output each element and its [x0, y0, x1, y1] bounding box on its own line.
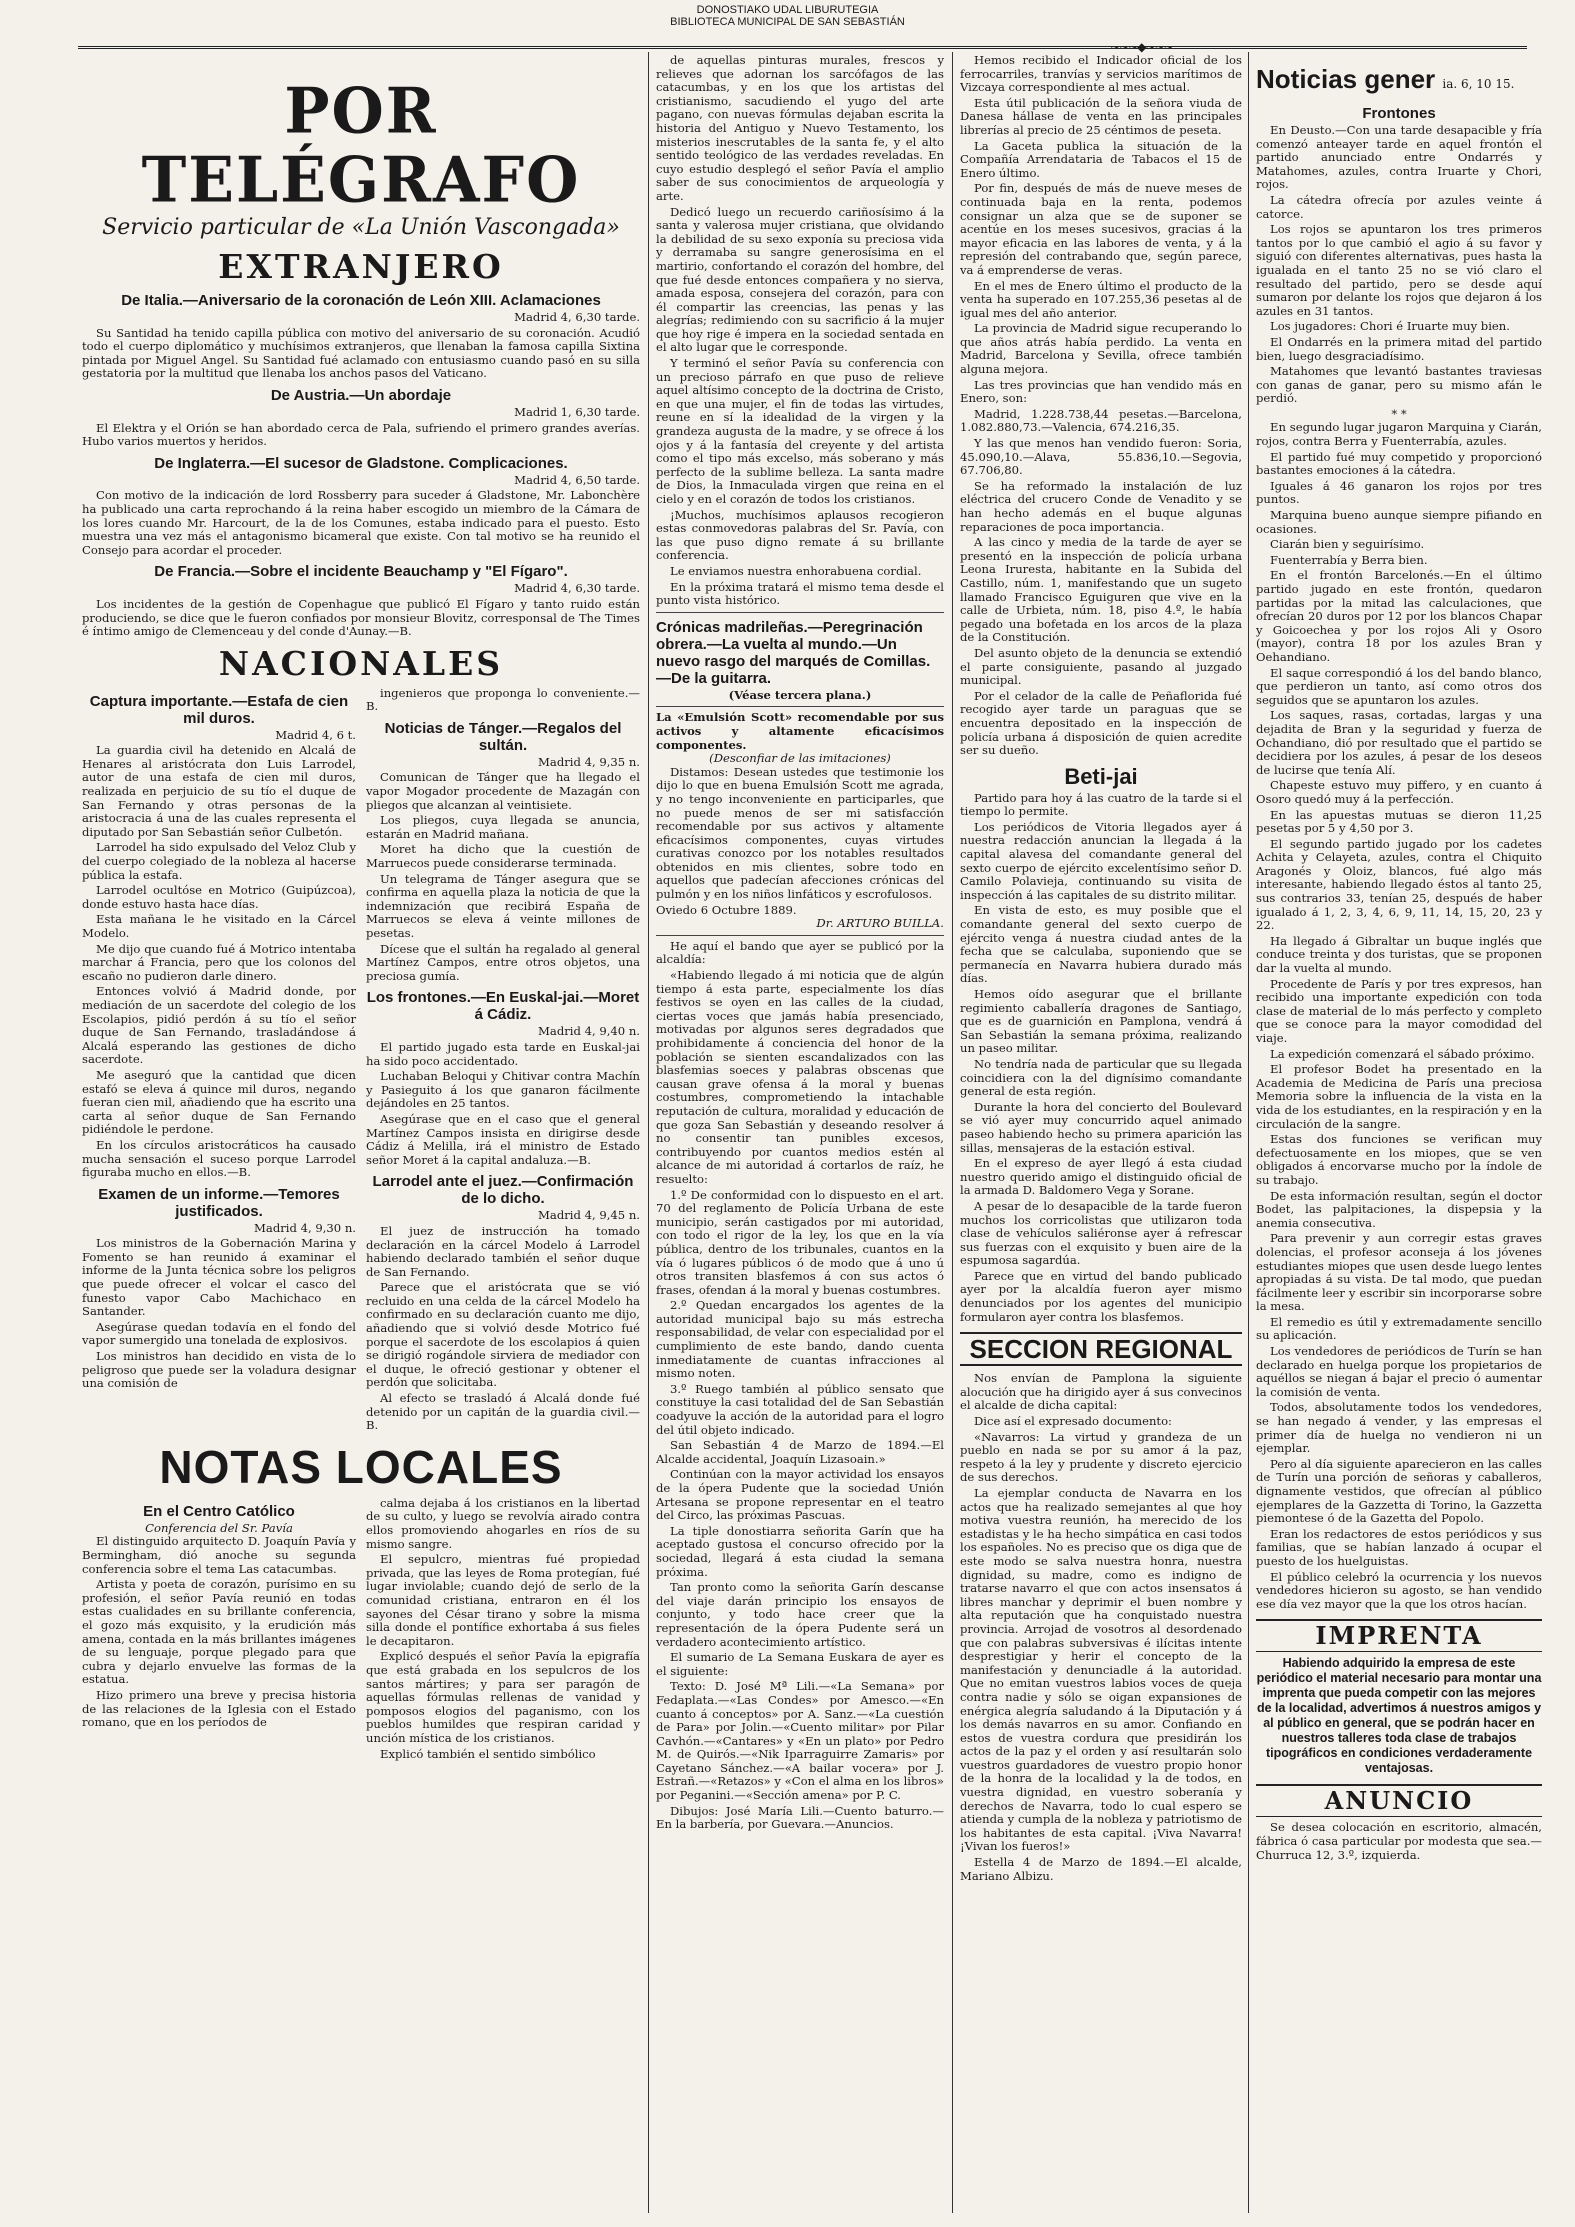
article-paragraph: El partido jugado esta tarde en Euskal-jai ha sido poco accidentado. — [366, 1039, 640, 1068]
headline-frontones: Frontones — [1362, 105, 1436, 122]
article-paragraph: ¡Muchos, muchísimos aplausos recogieron estas conmovedoras palabras del Sr. Pavía, con las que puso digno remate á su brillante conferencia. — [656, 507, 944, 563]
headline-captura: Captura importante.—Estafa de cien mil duros. — [89, 692, 349, 727]
article-paragraph: Chapeste estuvo muy piffero, y en cuanto á Osoro quedó muy á la perfección. — [1256, 778, 1542, 806]
article-paragraph: Me dijo que cuando fué á Motrico intentaba marchar á Francia, pero que los colonos del escaño no pudieron darle dinero. — [82, 941, 356, 983]
article-paragraph: En el mes de Enero último el producto de la venta ha superado en 107.255,36 pesetas al de igual mes del año anterior. — [960, 278, 1242, 320]
article-paragraph: El remedio es útil y extremadamente sencillo su aplicación. — [1256, 1314, 1542, 1343]
headline-beti-jai: Beti-jai — [1064, 763, 1138, 789]
article-paragraph: El distinguido arquitecto D. Joaquín Pavía y Bermingham, dió anoche su segunda conferencia sobre el tema Las catacumbas. — [82, 1534, 356, 1576]
dateline: Madrid 4, 6,30 tarde. — [514, 581, 640, 596]
article-paragraph: Dícese que el sultán ha regalado al general Martínez Campos, entre otros objetos, una preciosa gumía. — [366, 941, 640, 983]
article-paragraph: Y las que menos han vendido fueron: Soria, 45.090,10.—Alava, 55.836,10.—Segovia, 67.706,80. — [960, 436, 1242, 478]
dateline: Madrid 4, 9,35 n. — [538, 754, 640, 769]
article-paragraph: Para prevenir y aun corregir estas graves dolencias, el profesor aconseja á los jóvenes estudiantes miopes que usen desde luego lentes apropiadas á su vista. De tal modo, que puedan fácilmente leer y escribir sin incorporarse sobre la mesa. — [1256, 1231, 1542, 1314]
headline-inglaterra: De Inglaterra.—El sucesor de Gladstone. Complicaciones. — [154, 454, 568, 472]
ad-headline: La «Emulsión Scott» recomendable por sus activos y altamente eficacísimos componentes. — [656, 710, 944, 752]
article-paragraph: Los ministros de la Gobernación Marina y Fomento se han reunido á examinar el informe de la Junta técnica sobre los peligros que puede ofrecer el volcar el casco del funesto vapor Cabo Machichaco en Santander. — [82, 1236, 356, 1319]
article-paragraph: Se ha reformado la instalación de luz eléctrica del crucero Conde de Venadito y se han hecho además en el buque algunas reparaciones de poca importancia. — [960, 478, 1242, 534]
article-paragraph: En segundo lugar jugaron Marquina y Ciarán, rojos, contra Berra y Fuenterrabía, azules. — [1256, 420, 1542, 449]
article-paragraph: Ha llegado á Gibraltar un buque inglés que conduce treinta y dos turistas, que se proponen dar la vuelta al mundo. — [1256, 933, 1542, 976]
article-paragraph: calma dejaba á los cristianos en la libertad de su culto, y luego se revolvía airado contra ellos promoviendo ahogarles en ríos de su mismo sangre. — [366, 1495, 640, 1551]
dateline: Madrid 4, 9,40 n. — [538, 1024, 640, 1039]
library-header-line2: BIBLIOTECA MUNICIPAL DE SAN SEBASTIÁN — [670, 16, 905, 28]
article-paragraph: Por fin, después de más de nueve meses de continuada baja en la renta, podemos consignar un alza que se de suponer se acentúe en los meses sucesivos, gracias á la mayor eficacia en las labores de venta, y á la represión del contrabando que, según parece, va á emprenderse de veras. — [960, 181, 1242, 277]
article-paragraph: Entonces volvió á Madrid donde, por mediación de un sacerdote del colegio de los Escolapios, pidió perdón á su tío el señor duque de San Fernando, trasladándose á Alcalá esperando las gestiones de dicho sacerdote. — [82, 984, 356, 1067]
article-paragraph: 2.º Quedan encargados los agentes de la autoridad municipal bajo su más estrecha responsabilidad, de velar con especialidad por el cumplimiento de este bando, dando cuenta inmediatamente de cuantas infracciones al mismo noten. — [656, 1298, 944, 1381]
article-paragraph: Un telegrama de Tánger asegura que se confirma en aquella plaza la noticia de que la indemnización que recibirá España de Marruecos se eleva á veinte millones de pesetas. — [366, 871, 640, 940]
nacionales-right — [366, 687, 640, 1435]
article-paragraph: La cátedra ofrecía por azules veinte á catorce. — [1256, 192, 1542, 221]
article-paragraph: Los jugadores: Chori é Iruarte muy bien. — [1270, 319, 1510, 334]
article-paragraph: Asegúrase que en el caso que el general Martínez Campos insista en dirigirse desde Cádiz á Melilla, irá el ministro de Estado señor Moret á la capital andaluza.—B. — [366, 1111, 640, 1167]
headline-centro-catolico: En el Centro Católico — [143, 1502, 295, 1520]
article-paragraph: El Ondarrés en la primera mitad del partido bien, luego desgraciadísimo. — [1256, 334, 1542, 363]
article-paragraph: Me aseguró que la cantidad que dicen estafó se eleva á quince mil duros, negando fueran cien mil, añadiendo que ha escrito una carta al señor duque de San Fernando pidiéndole le perdone. — [82, 1067, 356, 1137]
masthead-title: POR TELÉGRAFO — [141, 74, 581, 218]
article-paragraph: La tiple donostiarra señorita Garín que ha aceptado gustosa el concurso ofrecido por la sociedad, llegará á esta ciudad la semana próxima. — [656, 1523, 944, 1579]
article-paragraph: Dedicó luego un recuerdo cariñosísimo á la santa y valerosa mujer cristiana, que olvidando la debilidad de su sexo exponía su preciosa vida y derramaba su sangre generosísima en el martirio, confortando el corazón del hombre, del que fué desde entonces compañera y no sierva, amada esposa, consejera del corazón, para con él compartir las creencias, las penas y las alegrías; redimiendo con su sacrificio á la mujer que hoy rige é impera en la sociedad sentada en el alto lugar que le corresponde. — [656, 204, 944, 355]
article-paragraph: La guardia civil ha detenido en Alcalá de Henares al aristócrata don Luis Larrodel, autor de una estafa de cien mil duros, realizada en perjuicio de su tío el duque de San Fernando y otras personas de la aristocracia á una de las cuales representa el diputado por San Sebastián señor Culbetón. — [82, 743, 356, 839]
article-paragraph: Esta útil publicación de la señora viuda de Danesa hállase de venta en las principales librerías al precio de 25 céntimos de peseta. — [960, 95, 1242, 137]
article-paragraph: El saque correspondió á los del bando blanco, que perdieron un tanto, así como otros dos seguidos que se apuntaron los azules. — [1256, 665, 1542, 707]
article-paragraph: Hizo primero una breve y precisa historia de las relaciones de la Iglesia con el Estado romano, que en los períodos de — [82, 1687, 356, 1730]
article-paragraph: Explicó después el señor Pavía la epigrafía que está grabada en los sepulcros de los santos mártires; y para ser paragón de aquellas fórmulas rellenas de vanidad y pomposos elogios del paganismo, con los pueblos humildes que respiran caridad y unción mística de los cristianos. — [366, 1649, 640, 1745]
article-paragraph: Marquina bueno aunque siempre pifiando en ocasiones. — [1256, 508, 1542, 536]
article-paragraph: Asegúrase quedan todavía en el fondo del vapor sumergido una tonelada de explosivos. — [82, 1319, 356, 1348]
anuncio-text: Se desea colocación en escritorio, almacén, fábrica ó casa particular por modesta que sea.—Churruca 12, 3.º, izquierda. — [1256, 1820, 1542, 1862]
article-paragraph: Todos, absolutamente todos los vendedores, se han negado á vender, y las empresas el primer día de huelga no vendieron ni un ejemplar. — [1256, 1400, 1542, 1456]
column-1 — [82, 54, 640, 2213]
article-paragraph: San Sebastián 4 de Marzo de 1894.—El Alcalde accidental, Joaquín Lizasoain.» — [656, 1438, 944, 1466]
top-ornament: ~~~◆~~~ — [1110, 40, 1173, 54]
library-header-line1: DONOSTIAKO UDAL LIBURUTEGIA — [696, 4, 879, 16]
article-paragraph: Los pliegos, cuya llegada se anuncia, estarán en Madrid mañana. — [366, 813, 640, 841]
article-paragraph: El sepulcro, mientras fué propiedad privada, que las leyes de Roma protegían, fué lugar inviolable; cuando dejó de serlo de la comunidad cristiana, entraron en él los sayones del César tirano y sobre la misma silla donde el pontífice exhortaba á sus fieles le decapitaron. — [366, 1552, 640, 1648]
article-paragraph: Nos envían de Pamplona la siguiente alocución que ha dirigido ayer á sus convecinos el alcalde de dicha capital: — [960, 1371, 1242, 1413]
divider — [656, 935, 944, 936]
article-paragraph: La provincia de Madrid sigue recuperando lo que años atrás había perdido. La venta en Madrid, Barcelona y Sevilla, ofrece también alguna mejora. — [960, 321, 1242, 377]
article-paragraph: Al efecto se trasladó á Alcalá donde fué detenido por un capitán de la guardia civil.—B. — [366, 1391, 640, 1433]
article-paragraph: El Elektra y el Orión se han abordado cerca de Pala, sufriendo el primero grandes averías. Hubo varios muertos y heridos. — [82, 420, 640, 449]
nacionales-left — [82, 687, 356, 1435]
anuncio-heading: ANUNCIO — [1256, 1784, 1542, 1817]
article-paragraph: Comunican de Tánger que ha llegado el vapor Mogador procedente de Mazagán con pliegos que alcanzan al veintisiete. — [366, 770, 640, 812]
article-paragraph: Y terminó el señor Pavía su conferencia con un precioso párrafo en que puso de relieve aquel altísimo concepto de la doctrina de Cristo, en que una mujer, el fin de todas las virtudes, reune en sí la idealidad de la virgen y la grandeza augusta de la madre, y se ofrece á los ojos y á la fantasía del creyente y del artista como el tipo más excelso, más soberano y más perfecto de la sublime belleza. La santa madre de Dios, la Inmaculada virgen que reina en el cielo y en el corazón de todos los cristianos. — [656, 356, 944, 506]
article-paragraph: La Gaceta publica la situación de la Compañía Arrendataria de Tabacos el 15 de Enero último. — [960, 138, 1242, 180]
article-paragraph: Las tres provincias que han vendido más en Enero, son: — [960, 377, 1242, 406]
article-paragraph: No tendría nada de particular que su llegada coincidiera con la del dignísimo comandante general de esta región. — [960, 1056, 1242, 1099]
article-paragraph: Los periódicos de Vitoria llegados ayer á nuestra redacción anuncian la llegada á la capital alavesa del comandante general del sexto cuerpo de ejército excelentísimo señor D. Camilo Polavieja, continuando su visita de inspección á las capitales de su distrito militar. — [960, 819, 1242, 902]
article-paragraph: Moret ha dicho que la cuestión de Marruecos puede considerarse terminada. — [366, 842, 640, 871]
section-regional: SECCION REGIONAL — [960, 1332, 1242, 1366]
article-paragraph: En Deusto.—Con una tarde desapacible y fría comenzó anteayer tarde en aquel frontón el partido anunciado entre Ondarrés y Matahomes, azules, contra Iruarte y Chori, rojos. — [1256, 123, 1542, 192]
article-paragraph: Fuenterrabía y Berra bien. — [1270, 552, 1428, 567]
article-paragraph: En la próxima tratará el mismo tema desde el punto vista histórico. — [656, 579, 944, 608]
nacionales-subcolumns — [82, 687, 640, 1435]
article-paragraph: Larrodel ha sido expulsado del Veloz Club y del cuerpo colegiado de la nobleza al hacerse pública la estafa. — [82, 840, 356, 882]
article-paragraph: El sumario de La Semana Euskara de ayer es el siguiente: — [656, 1650, 944, 1678]
article-paragraph: La expedición comenzará el sábado próximo. — [1270, 1046, 1535, 1061]
headline-examen: Examen de un informe.—Temores justificados. — [98, 1185, 340, 1220]
see-page-note: (Véase tercera plana.) — [728, 687, 872, 702]
article-paragraph: Los rojos se apuntaron los tres primeros tantos por lo que cambió el agio á su favor y siguió con diferentes alternativas, pues hasta la igualada en el tanto 25 no se vió claro el resultado del partido, pero se desde aquí sumaron por delante los rojos que dejaron á los azules en 31 tantos. — [1256, 222, 1542, 318]
article-paragraph: Tan pronto como la señorita Garín descanse del viaje darán principio los ensayos de conjunto, y todo hace creer que la representación de la ópera Pudente será un verdadero acontecimiento artístico. — [656, 1580, 944, 1649]
article-paragraph: Procedente de París y por tres expresos, han recibido una importante expedición con toda clase de material de lo más perfecto y completo que se conoce para la mayor comodidad del viaje. — [1256, 976, 1542, 1045]
dateline: Madrid 4, 6,30 tarde. — [514, 310, 640, 324]
noticias-title: Noticias gener — [1256, 64, 1436, 94]
article-paragraph: El juez de instrucción ha tomado declaración en la cárcel Modelo á Larrodel habiendo declarado también el señor duque de San Fernando. — [366, 1223, 640, 1279]
section-notas-locales: NOTAS LOCALES — [159, 1440, 563, 1493]
article-paragraph: Texto: D. José Mª Lili.—«La Semana» por Fedaplata.—«Las Condes» por Amesco.—«En cuanto á conceptos» por A. Sanz.—«La cuestión de Para» por Jolin.—«Cuento militar» por Pilar Cavhón.—«Cantares» y «En un plato» por Pedro M. de Quirós.—«Nik Iparraguirre Zamaris» por Cayetano Sánchez.—«A bailar vocera» por J. Estrañ.—«Retazos» y «Con el alma en los libros» por Peganini.—«Sección amena» por P. C. — [656, 1679, 944, 1803]
article-paragraph: Parece que en virtud del bando publicado ayer por la alcaldía fueron ayer mismo denunciados por los agentes del municipio formularon ayer contra los blasfemos. — [960, 1268, 1242, 1324]
article-paragraph: Estas dos funciones se verifican muy defectuosamente en los miopes, que se ven obligados á encorvarse mucho por la índole de su trabajo. — [1256, 1132, 1542, 1187]
headline-francia: De Francia.—Sobre el incidente Beauchamp y "El Fígaro". — [154, 563, 568, 581]
article-paragraph: En las apuestas mutuas se dieron 11,25 pesetas por 5 y 4,50 por 3. — [1256, 807, 1542, 836]
article-paragraph: Su Santidad ha tenido capilla pública con motivo del aniversario de su coronación. Acudió todo el cuerpo diplomático y muchísimos extranjeros, que llenaban la famosa capilla Sixtina pintada por Miguel Angel. Su Santidad fué aclamado con entusiasmo cuando pasó en su silla gestatoria por la multitud que llenaba los anchos pasos del Vaticano. — [82, 325, 640, 381]
column-3 — [960, 54, 1242, 2213]
article-paragraph: Iguales á 46 ganaron los rojos por tres puntos. — [1256, 478, 1542, 507]
article-paragraph: Parece que el aristócrata que se vió recluido en una celda de la cárcel Modelo ha confirmado en su declaración cuanto me dijo, añadiendo que si volvió desde Motrico fué porque el sacerdote de los escolapios á quien se dirigió rogándole sirviera de mediador con el duque, le ofreció gestionar y obtener el perdón que solicitaba. — [366, 1280, 640, 1390]
notas-left — [82, 1497, 356, 1763]
column-rule-3 — [1248, 52, 1249, 2213]
dateline: Madrid 4, 9,45 n. — [538, 1208, 640, 1223]
article-paragraph: Matahomes que levantó bastantes traviesas con ganas de ganar, pero su mismo afán le perdió. — [1256, 364, 1542, 406]
article-paragraph: Durante la hora del concierto del Boulevard se vió ayer muy concurrido aquel animado paseo habiendo hecho su primera aparición las sillas, mensajeras de la estación estival. — [960, 1099, 1242, 1155]
column-4 — [1256, 54, 1542, 2213]
imprenta-heading: IMPRENTA — [1256, 1619, 1542, 1652]
masthead-subtitle: Servicio particular de «La Unión Vascongada» — [102, 215, 620, 240]
article-paragraph: «Habiendo llegado á mi noticia que de algún tiempo á esta parte, especialmente los días festivos se oyen en las calles de la ciudad, ciertas voces que jamás había presenciado, motivadas por algunos seres degradados que prohibidamente á conciencia del honor de la población se sienten escandalizados con las blasfemias soeces y palabras obscenas que causan grave ofensa á la moral y buenas costumbres, comprometiendo la intachable reputación de cultura, moralidad y educación de que goza San Sebastián y deseando resolver á no consentir tan punibles excesos, contribuyendo por cuantos medios estén al alcance de mi autoridad á cortarlos de raíz, he resuelto: — [656, 968, 944, 1186]
section-extranjero: EXTRANJERO — [218, 247, 504, 286]
article-paragraph: A pesar de lo desapacible de la tarde fueron muchos los corricolistas que utilizaron toda clase de vehículos saliéronse ayer á refrescar sus fuerzas con el exquisito y buen aire de la espumosa sagardúa. — [960, 1198, 1242, 1268]
article-paragraph: ingenieros que proponga lo conveniente.—B. — [366, 685, 640, 714]
headline-cronicas: Crónicas madrileñas.—Peregrinación obrera.—La vuelta al mundo.—Un nuevo rasgo del marqués de Comillas.—De la guitarra. — [656, 618, 931, 687]
divider — [656, 706, 944, 707]
article-paragraph: En el frontón Barcelonés.—En el último partido jugado en este frontón, quedaron partidas por la mitad las calculaciones, que ofrecían 20 duros por 12 por los blancos Chapar y Goicoechea y por los rojos Ali y Osoro (mayor), contra 18 por los azules Bran y Oehandiano. — [1256, 568, 1542, 664]
article-paragraph: Dice así el expresado documento: — [974, 1414, 1172, 1429]
article-paragraph: Los vendedores de periódicos de Turín se han declarado en huelga porque los propietarios de aquéllos se niegan á bajar el precio ó aumentar la comisión de venta. — [1256, 1344, 1542, 1399]
divider — [656, 612, 944, 613]
article-paragraph: Hemos recibido el Indicador oficial de los ferrocarriles, tranvías y servicios marítimos de Vizcaya correspondiente al mes actual. — [960, 54, 1242, 95]
article-paragraph: Hemos oído asegurar que el brillante regimiento caballería dragones de Santiago, que es de guarnición en Pamplona, vendrá á San Sebastián la semana próxima, realizando un paseo militar. — [960, 987, 1242, 1056]
column-rule-1 — [648, 52, 649, 2213]
ad-sign-place: Oviedo 6 Octubre 1889. — [656, 902, 797, 917]
article-paragraph: Partido para hoy á las cuatro de la tarde si el tiempo lo permite. — [960, 790, 1242, 819]
article-paragraph: Larrodel ocultóse en Motrico (Guipúzcoa), donde estuvo hasta hace días. — [82, 883, 356, 911]
article-paragraph: He aquí el bando que ayer se publicó por la alcaldía: — [656, 938, 944, 967]
article-paragraph: El partido fué muy competido y proporcionó bastantes emociones á la cátedra. — [1256, 449, 1542, 478]
notas-subcolumns — [82, 1497, 640, 1763]
article-paragraph: Los saques, rasas, cortadas, largas y una dejadita de Bran y la seguridad y fuerza de Ochandiano, dió por resultado que el partido se decidiera por los azules, á pesar de los deseos de lucirse que tenía Alí. — [1256, 708, 1542, 777]
noticias-title-tail: ia. 6, 10 15. — [1442, 77, 1515, 91]
article-paragraph: Distamos: Desean ustedes que testimonie los dijo lo que en buena Emulsión Scott me agrada, y no tengo inconveniente en participarles, que no puede menos de ser mi satisfacción recomendable por sus activos y altamente eficacísimos componentes, cuyas virtudes curativas conozco por los notables resultados obtenidos en mis clientes, sobre todo en aquellos que padecían afecciones crónicas del pulmón y en los niños linfáticos y escrofulosos. — [656, 764, 944, 902]
article-paragraph: Los incidentes de la gestión de Copenhague que publicó El Fígaro y tanto ruido están produciendo, se dice que le fueron confiados por monsieur Blovitz, corresponsal de The Times é íntimo amigo de Clemenceau y del conde d'Aunay.—B. — [82, 596, 640, 639]
subheadline: Conferencia del Sr. Pavía — [145, 1520, 293, 1535]
article-paragraph: En los círculos aristocráticos ha causado mucha sensación el suceso porque Larrodel figuraba mucho en ellos.—B. — [82, 1137, 356, 1180]
article-paragraph: En el expreso de ayer llegó á esta ciudad nuestro querido amigo el distinguido oficial de la armada D. Baldomero Vega y Sorane. — [960, 1156, 1242, 1198]
dateline: Madrid 4, 6 t. — [275, 727, 356, 742]
section-nacionales: NACIONALES — [218, 643, 504, 683]
headline-larrodel: Larrodel ante el juez.—Confirmación de lo dicho. — [372, 1173, 634, 1208]
article-paragraph: Pero al día siguiente aparecieron en las calles de Turín una porción de señoras y caballeros, dignamente vestidos, que ofrecían al público ejemplares de la Gazzetta di Torino, la Gazzetta piemontese ó de la Gazetta del Popolo. — [1256, 1456, 1542, 1526]
ad-signature: Dr. ARTURO BUILLA. — [816, 916, 944, 931]
article-paragraph: Estella 4 de Marzo de 1894.—El alcalde, Mariano Albizu. — [960, 1855, 1242, 1883]
article-paragraph: Continúan con la mayor actividad los ensayos de la ópera Pudente que la sociedad Unión Artesana se propone representar en el teatro del Circo, las próximas Pascuas. — [656, 1467, 944, 1523]
article-paragraph: 3.º Ruego también al público sensato que constituye la casi totalidad del de San Sebastián coadyuve la acción de la autoridad para el logro del útil objeto indicado. — [656, 1381, 944, 1437]
headline-frontones: Los frontones.—En Euskal-jai.—Moret á Cádiz. — [366, 989, 640, 1024]
article-paragraph: El profesor Bodet ha presentado en la Academia de Medicina de París una preciosa Memoria sobre la influencia de la vista en la vida de los estudiantes, en la respiración y en la circulación de la sangre. — [1256, 1062, 1542, 1131]
article-paragraph: Eran los redactores de estos periódicos y sus familias, que se habían lanzado á ocupar el puesto de los huelguistas. — [1256, 1526, 1542, 1568]
section-noticias — [1256, 64, 1542, 99]
top-rule — [78, 46, 1527, 49]
dateline: Madrid 4, 9,30 n. — [254, 1220, 356, 1235]
article-paragraph: Esta mañana le he visitado en la Cárcel Modelo. — [82, 912, 356, 940]
article-paragraph: La ejemplar conducta de Navarra en los actos que ha realizado semejantes al que hoy motiva vuestra reunión, ha merecido de los estadistas y le ha hecho simpática en casi todos los españoles. No es preciso que os diga que de este modo se salva nuestra honra, nuestra dignidad, su madre, como es indigno de tratarse navarro el que con actos insensatos á libres manchar y deprimir el buen nombre y alta reputación que ha conquistado nuestra provincia. Arrojad de vosotros al desordenado que con palabras subversivas é ilícitas intente desprestigiar y herir el concepto de la manifestación y denunciadle á la autoridad. Que no emitan vuestros labios voces de queja contra nadie y sólo se oigan expansiones de enérgica alegría saludando á la Diputación y á los demás navarros en su amor. Confiando en estos de vuestra cordura que presidirán los actos de la paz y el orden y así resultarán solo vuestros guardadores de vuestro propio honor de la honra de la localidad y la de todos, en vuestra dignidad, en vuestro soberanía y derechos de Navarra, todo lo cual espero se atienda y cumpla de la nobleza y patriotismo de los habitantes de esta capital. ¡Viva Navarra! ¡Vivan los fueros!» — [960, 1486, 1242, 1854]
ad-subheadline: (Desconfiar de las imitaciones) — [709, 751, 891, 766]
article-paragraph: Del asunto objeto de la denuncia se extendió el parte consiguiente, pasando al juzgado municipal. — [960, 645, 1242, 688]
article-paragraph: A las cinco y media de la tarde de ayer se presentó en la inspección de policía urbana Leona Iruresta, habitante en la Subida del Castillo, núm. 1, manifestando que un sugeto llamado Francisco Eguiguren que vive en la calle de Urbieta, núm. 18, piso 4.º, le había pegado una bofetada en los arcos de la plaza de la Constitución. — [960, 535, 1242, 645]
article-paragraph: 1.º De conformidad con lo dispuesto en el art. 70 del reglamento de Policía Urbana de este municipio, serán castigados por mi autoridad, con todo el rigor de la ley, los que en la vía pública, dentro de los tribunales, cuantos en la vía ó lugares públicos ó de modo que á uno ú otros transiten blasfemos á con sus actos ó frases, ofendan á la moral y buenas costumbres. — [656, 1187, 944, 1297]
article-paragraph: Explicó también el sentido simbólico — [380, 1746, 596, 1761]
article-paragraph: Dibujos: José María Lili.—Cuento baturro.—En la barbería, por Guevara.—Anuncios. — [656, 1803, 944, 1832]
article-paragraph: Por el celador de la calle de Peñaflorida fué recogido ayer tarde un paraguas que se encuentra depositado en la inspección de policía urbana á disposición de quien acredite ser su dueño. — [960, 688, 1242, 758]
column-rule-2 — [952, 52, 953, 2213]
article-paragraph: Artista y poeta de corazón, purísimo en su profesión, el señor Pavía reunió en todas estas cualidades en su brillante conferencia, el gozo más exquisito, y la erudición más amena, contada en la más brillantes imágenes de su lenguaje, porque plegado para que cubra y dejarlo envuelve las formas de la estatua. — [82, 1577, 356, 1687]
column-2 — [656, 54, 944, 2213]
article-paragraph: Madrid, 1.228.738,44 pesetas.—Barcelona, 1.082.880,73.—Valencia, 674.216,35. — [960, 406, 1242, 435]
notas-right — [366, 1497, 640, 1763]
article-paragraph: El segundo partido jugado por los cadetes Achita y Celayeta, azules, contra el Chiquito Aragonés y Oloiz, blancos, fué algo más interesante, habiendo llegado éstos al tanto 25, sus contrarios 33, tenían 25, después de haber igualado á 1, 2, 3, 4, 6, 9, 11, 14, 15, 20, 23 y 22. — [1256, 836, 1542, 933]
headline-austria: De Austria.—Un abordaje — [270, 386, 452, 404]
article-paragraph: En vista de esto, es muy posible que el comandante general del sexto cuerpo de ejército venga á nuestra ciudad antes de la fecha que se calculaba, suponiendo que se permanecía en Navarra hubiera durado más días. — [960, 903, 1242, 986]
headline-italia: De Italia.—Aniversario de la coronación de León XIII. Aclamaciones — [121, 292, 601, 309]
library-header — [0, 4, 1575, 28]
article-paragraph: Ciarán bien y seguirísimo. — [1270, 537, 1425, 552]
article-paragraph: de aquellas pinturas murales, frescos y relieves que adornan los sarcófagos de las catacumbas, y en los que los artistas del cristianismo, sacudiendo el yugo del arte pagano, con nuevas fórmulas dejaban escrita la historia del Antiguo y Nuevo Testamento, los misterios inescrutables de la santa fe, y el alto sentido teológico de las verdades reveladas. En cuyo estudio desplegó el señor Pavía el amplio saber de sus conocimientos de arqueología y arte. — [656, 54, 944, 203]
article-paragraph: Le enviamos nuestra enhorabuena cordial. — [670, 563, 922, 578]
article-paragraph: De esta información resultan, según el doctor Bodet, las palpitaciones, la dispepsia y la anemia consecutiva. — [1256, 1188, 1542, 1230]
article-paragraph: El público celebró la ocurrencia y los nuevos vendedores hicieron su agosto, se han vendido ese día vez mayor que la que los otros hacían. — [1256, 1569, 1542, 1611]
headline-tanger: Noticias de Tánger.—Regalos del sultán. — [384, 719, 622, 754]
asterism: * * — [1391, 406, 1407, 421]
article-paragraph: «Navarros: La virtud y grandeza de un pueblo en nada se por su amor á la paz, respeto á la ley y prudente y discreto ejercicio de sus derechos. — [960, 1429, 1242, 1485]
article-paragraph: Los ministros han decidido en vista de lo peligroso que puede ser la voladura designar una comisión de — [82, 1349, 356, 1391]
article-paragraph: Con motivo de la indicación de lord Rossberry para suceder á Gladstone, Mr. Labonchère ha publicado una carta reprochando á la reina haber escogido un miembro de la Cámara de los lores cuando Mr. Harcourt, de la de los Comunes, estaba indicado para el puesto. Esto muestra una vez más el antagonismo bicameral que existe. Con tal motivo se ha reunido el Consejo para acordar el proceder. — [82, 488, 640, 557]
article-paragraph: Luchaban Beloqui y Chitivar contra Machín y Pasieguito á los que ganaron fácilmente dejándoles en 25 tantos. — [366, 1069, 640, 1111]
dateline: Madrid 1, 6,30 tarde. — [514, 404, 640, 419]
imprenta-notice: Habiendo adquirido la empresa de este periódico el material necesario para montar una imprenta que pueda competir con las mejores de la localidad, advertimos á nuestros amigos y al público en general, que se podrán hacer en nuestros talleres toda clase de trabajos tipográficos en condiciones verdaderamente ventajosas. — [1256, 1656, 1542, 1776]
dateline: Madrid 4, 6,50 tarde. — [514, 472, 640, 487]
